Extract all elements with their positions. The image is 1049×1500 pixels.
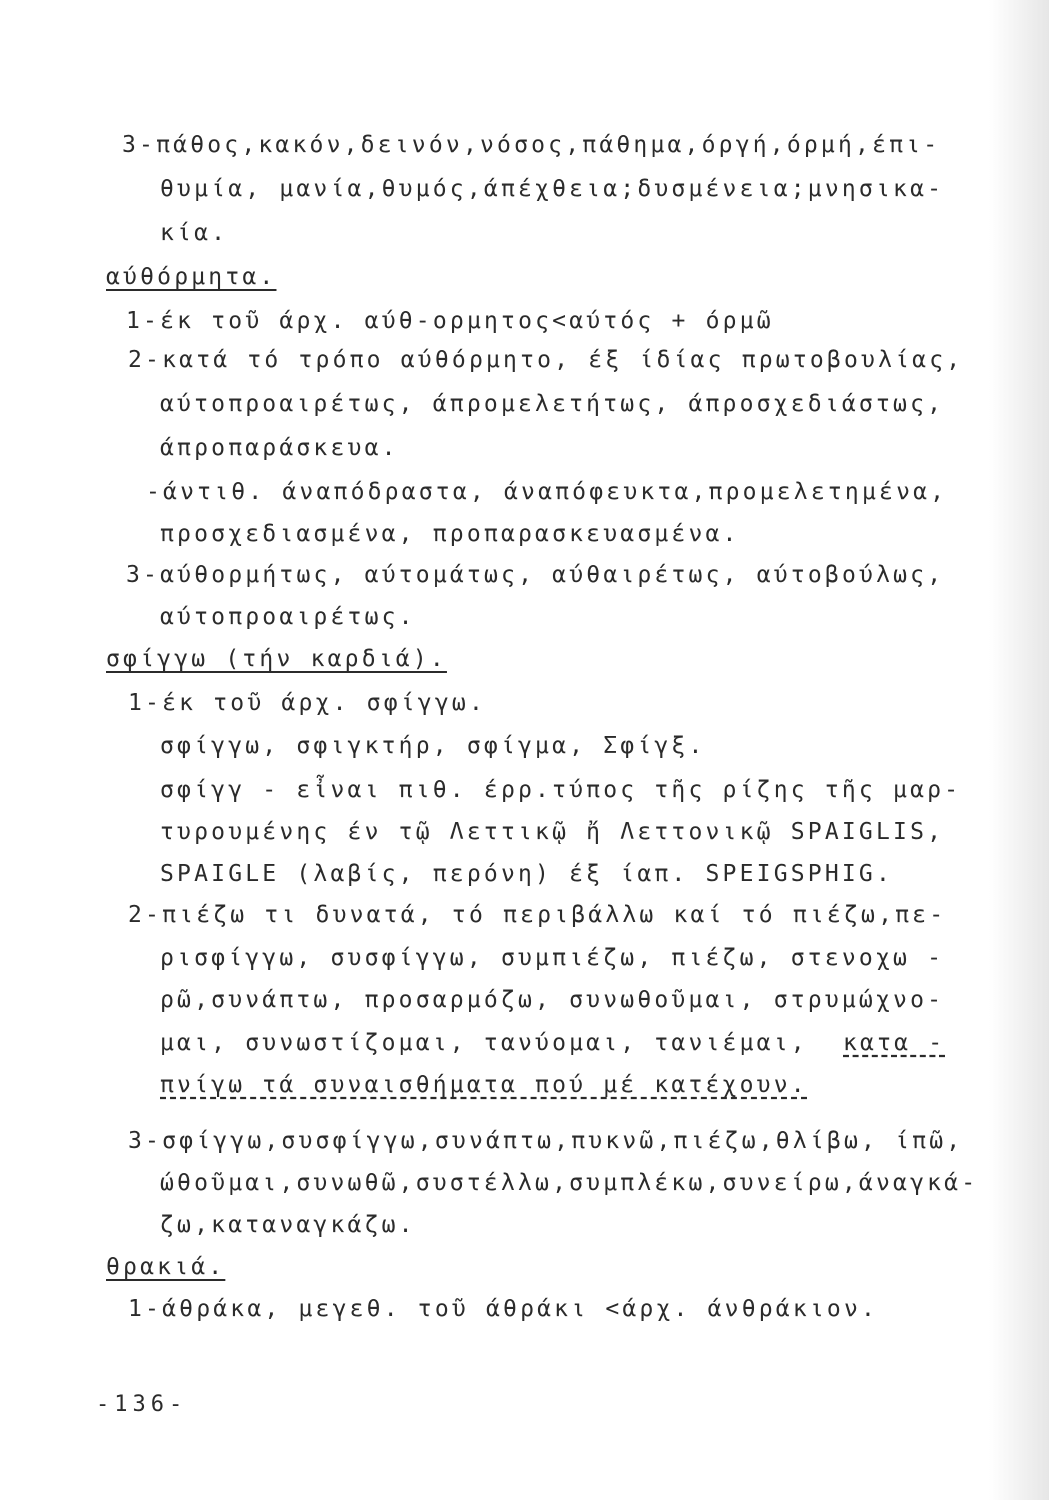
text-line: 3-πάθος,κακόν,δεινόν,νόσος,πάθημα,όργή,όρμή,έπι- [122,132,941,158]
text-line: ζω,καταναγκάζω. [160,1212,416,1238]
entry-heading: αύθόρμητα. [106,264,277,290]
text-line: μαι, συνωστίζομαι, τανύομαι, τανιέμαι, [160,1030,808,1056]
text-line: αύτοπροαιρέτως, άπρομελετήτως, άπροσχεδιάστως, [160,391,945,417]
text-line: σφίγγω, σφιγκτήρ, σφίγμα, Σφίγξ. [160,733,706,759]
text-line: αύτοπροαιρέτως. [160,604,416,630]
text-line: κία. [160,220,229,246]
entry-heading: σφίγγω (τήν καρδιά). [106,646,447,672]
page-number: -136- [96,1392,188,1417]
text-line: ώθοῦμαι,συνωθῶ,συστέλλω,συμπλέκω,συνείρω,άναγκά- [160,1170,979,1196]
text-line: 1-έκ τοῦ άρχ. σφίγγω. [128,690,486,716]
text-line: θυμία, μανία,θυμός,άπέχθεια;δυσμένεια;μνησικα- [160,176,945,202]
page-edge-shadow [989,0,1049,1500]
text-line: ρῶ,συνάπτω, προσαρμόζω, συνωθοῦμαι, στρυμώχνο- [160,987,945,1013]
text-line: τυρουμένης έν τῷ Λεττικῷ ἤ Λεττονικῷ SPAIGLIS, [160,819,945,845]
text-line: SPAIGLE (λαβίς, περόνη) έξ ίαπ. SPEIGSPHIG. [160,861,894,887]
text-line: άπροπαράσκευα. [160,435,399,461]
text-line: 1-άθράκα, μεγεθ. τοῦ άθράκι <άρχ. άνθράκιον. [128,1296,879,1322]
text-line: σφίγγ - εἶναι πιθ. έρρ.τύπος τῆς ρίζης τῆς μαρ- [160,777,962,803]
text-line: 1-έκ τοῦ άρχ. αύθ-ορμητος<αύτός + όρμῶ [126,308,774,334]
text-line: 2-πιέζω τι δυνατά, τό περιβάλλω καί τό πιέζω,πε- [128,902,947,928]
text-line-underlined: κατα - [843,1030,946,1056]
text-line: προσχεδιασμένα, προπαρασκευασμένα. [160,521,740,547]
entry-heading: θρακιά. [106,1254,226,1280]
text-line: 3-αύθορμήτως, αύτομάτως, αύθαιρέτως, αύτοβούλως, [126,562,945,588]
text-line: 2-κατά τό τρόπο αύθόρμητο, έξ ίδίας πρωτοβουλίας, [128,347,964,373]
text-line-underlined: πνίγω τά συναισθήματα πού μέ κατέχουν. [160,1072,808,1098]
text-line: ρισφίγγω, συσφίγγω, συμπιέζω, πιέζω, στενοχω - [160,945,945,971]
text-line: -άντιθ. άναπόδραστα, άναπόφευκτα,προμελετημένα, [146,479,948,505]
text-line: 3-σφίγγω,συσφίγγω,συνάπτω,πυκνῶ,πιέζω,θλίβω, ίπῶ, [128,1128,964,1154]
